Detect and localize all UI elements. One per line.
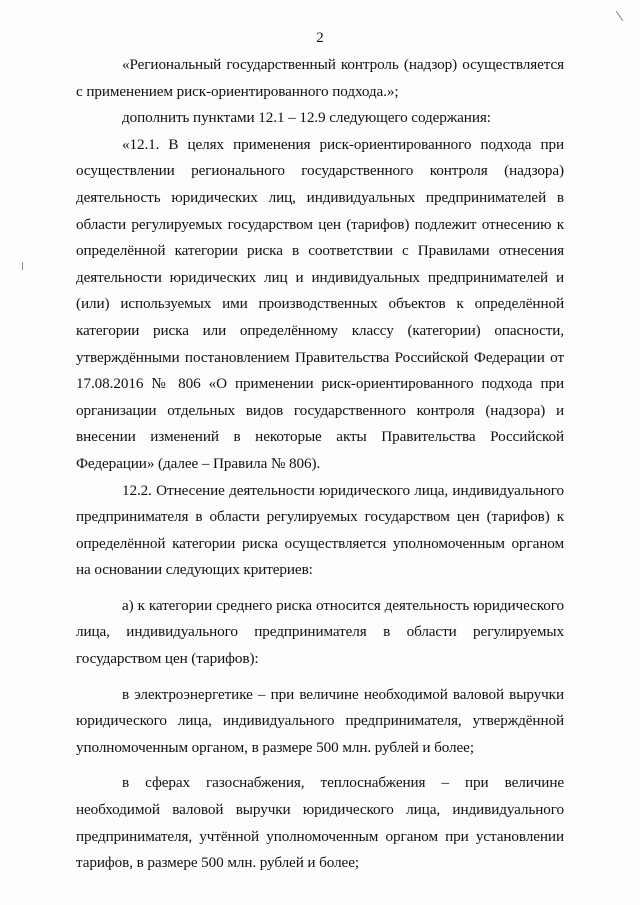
paragraph: «12.1. В целях применения риск-ориентированного подхода при осуществлении регионального государственного контроля (надзора) деятельность юридических лиц, индивидуальных предпринимателей в области регулируемых государством цен (тарифов) подлежит отнесению к определённой категории риска в соответствии с Правилами отнесения деятельности юридических лиц и индивидуальных предпринимателей и (или) используемых ими производственных объектов к определённой категории риска или определённому классу (категории) опасности, утверждёнными постановлением Правительства Российской Федерации от 17.08.2016 № 806 «О применении риск-ориентированного подхода при организации отдельных видов государственного контроля (надзора) и внесении изменений в некоторые акты Правительства Российской Федерации» (далее – Правила № 806).: [76, 135, 564, 472]
scan-mark: [22, 262, 23, 270]
document-body: [76, 52, 564, 877]
page-number: 2: [316, 30, 324, 46]
paragraph: в электроэнергетике – при величине необходимой валовой выручки юридического лица, индивидуального предпринимателя, утверждённой уполномоченным органом, в размере 500 млн. рублей и более;: [76, 685, 564, 756]
paragraph: а) к категории среднего риска относится деятельность юридического лица, индивидуального предпринимателя в области регулируемых государством цен (тарифов):: [76, 596, 564, 668]
paragraph: дополнить пунктами 12.1 – 12.9 следующего содержания:: [122, 109, 491, 127]
paragraph: «Региональный государственный контроль (надзор) осуществляется с применением риск-ориентированного подхода.»;: [76, 56, 564, 100]
paragraph: 12.2. Отнесение деятельности юридического лица, индивидуального предпринимателя в области регулируемых государством цен (тарифов) к определённой категории риска осуществляется уполномоченным органом на основании следующих критериев:: [76, 481, 564, 579]
paragraph: в сферах газоснабжения, теплоснабжения – при величине необходимой валовой выручки юридического лица, индивидуального предпринимателя, учтённой уполномоченным органом при установлении тарифов, в размере 500 млн. рублей и более;: [76, 774, 564, 872]
scan-mark: [616, 11, 624, 21]
